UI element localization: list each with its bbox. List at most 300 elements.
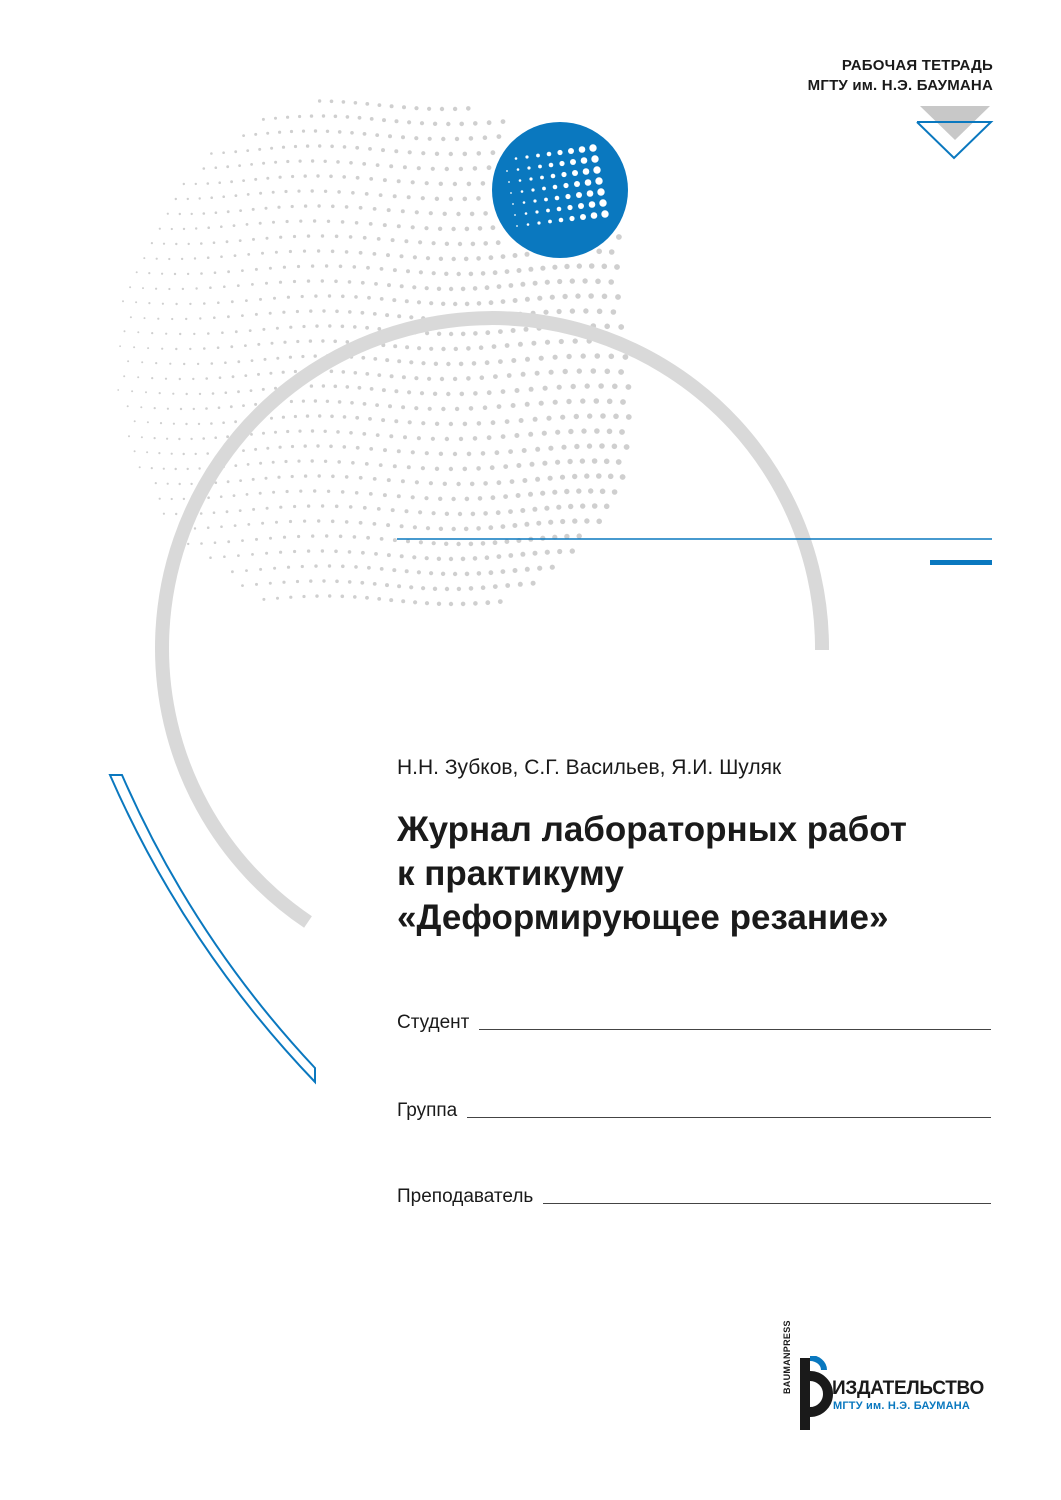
pattern-dot — [574, 444, 579, 449]
pattern-dot — [503, 464, 508, 469]
pattern-dot — [431, 167, 435, 171]
pattern-dot — [414, 406, 418, 410]
pattern-dot — [345, 250, 349, 254]
pattern-dot — [342, 370, 346, 374]
pattern-dot — [233, 224, 236, 227]
pattern-dot — [440, 107, 444, 111]
circle-dot — [557, 207, 562, 212]
pattern-dot — [487, 435, 492, 440]
pattern-dot — [545, 340, 550, 345]
pattern-dot — [298, 430, 301, 433]
pattern-dot — [282, 416, 285, 419]
pattern-dot — [444, 272, 448, 276]
pattern-dot — [438, 227, 442, 231]
pattern-dot — [361, 356, 365, 360]
pattern-dot — [583, 308, 588, 313]
pattern-dot — [516, 463, 521, 468]
pattern-dot — [505, 343, 510, 348]
pattern-dot — [355, 221, 359, 225]
pattern-dot — [496, 510, 501, 515]
pattern-dot — [273, 297, 276, 300]
pattern-dot — [297, 460, 300, 463]
pattern-dot — [213, 316, 216, 319]
pattern-dot — [403, 165, 407, 169]
pattern-dot — [493, 584, 498, 589]
pattern-dot — [407, 390, 411, 394]
pattern-dot — [382, 118, 386, 122]
pattern-dot — [513, 253, 518, 258]
pattern-dot — [286, 160, 289, 163]
pattern-dot — [316, 444, 319, 447]
pattern-dot — [602, 294, 608, 300]
pattern-dot — [133, 346, 135, 348]
pattern-dot — [387, 553, 391, 557]
pattern-dot — [237, 284, 240, 287]
pattern-dot — [505, 583, 510, 588]
pattern-dot — [321, 339, 324, 342]
circle-dot — [551, 174, 556, 179]
pattern-dot — [252, 508, 255, 511]
pattern-dot — [322, 309, 325, 312]
group-line — [467, 1117, 991, 1118]
pattern-dot — [412, 555, 416, 559]
pattern-dot — [345, 205, 349, 209]
pattern-dot — [587, 413, 592, 418]
pattern-dot — [439, 527, 443, 531]
pattern-dot — [435, 467, 439, 471]
circle-dot — [583, 168, 590, 175]
circle-dot — [529, 177, 532, 180]
pattern-dot — [349, 161, 353, 165]
pattern-dot — [270, 417, 273, 420]
pattern-dot — [616, 234, 622, 240]
pattern-dot — [270, 147, 273, 150]
pattern-dot — [473, 286, 478, 291]
pattern-dot — [171, 498, 173, 500]
pattern-dot — [476, 526, 481, 531]
pattern-dot — [321, 279, 324, 282]
pattern-dot — [294, 370, 297, 373]
pattern-dot — [544, 506, 549, 511]
pattern-dot — [388, 134, 392, 138]
pattern-dot — [550, 565, 555, 570]
pattern-dot — [561, 445, 566, 450]
pattern-dot — [297, 535, 300, 538]
pattern-dot — [307, 234, 310, 237]
pattern-dot — [189, 348, 191, 350]
pattern-dot — [602, 264, 608, 270]
pattern-dot — [476, 256, 481, 261]
pattern-dot — [478, 496, 483, 501]
pattern-dot — [374, 282, 378, 286]
pattern-dot — [485, 555, 490, 560]
pattern-dot — [271, 342, 274, 345]
pattern-dot — [570, 278, 575, 283]
pattern-dot — [246, 149, 249, 152]
pattern-dot — [385, 358, 389, 362]
pattern-dot — [318, 99, 321, 102]
pattern-dot — [210, 196, 213, 199]
pattern-dot — [202, 437, 205, 440]
pattern-dot — [192, 378, 194, 380]
pattern-dot — [215, 211, 218, 214]
pattern-dot — [402, 375, 406, 379]
pattern-dot — [449, 152, 453, 156]
pattern-dot — [432, 271, 436, 275]
pattern-dot — [254, 403, 257, 406]
pattern-dot — [437, 557, 441, 561]
pattern-dot — [463, 152, 468, 157]
pattern-dot — [528, 432, 533, 437]
pattern-dot — [244, 374, 247, 377]
circle-dot — [555, 196, 560, 201]
pattern-dot — [226, 165, 229, 168]
pattern-dot — [211, 362, 214, 365]
pattern-dot — [294, 415, 297, 418]
pattern-dot — [190, 483, 192, 485]
pattern-dot — [349, 505, 353, 509]
pattern-dot — [437, 602, 441, 606]
circle-dot — [538, 165, 542, 169]
pattern-dot — [309, 309, 312, 312]
pattern-dot — [252, 208, 255, 211]
pattern-dot — [435, 197, 439, 201]
pattern-dot — [293, 505, 296, 508]
pattern-dot — [251, 359, 254, 362]
circle-dot — [523, 201, 526, 204]
pattern-dot — [501, 389, 506, 394]
pattern-dot — [595, 353, 601, 359]
pattern-dot — [330, 145, 334, 149]
pattern-dot — [525, 297, 530, 302]
pattern-dot — [341, 295, 345, 299]
pattern-dot — [391, 508, 395, 512]
pattern-dot — [289, 250, 292, 253]
pattern-dot — [322, 384, 325, 387]
pattern-dot — [359, 521, 363, 525]
pattern-dot — [314, 129, 317, 132]
pattern-dot — [461, 287, 466, 292]
pattern-dot — [195, 453, 197, 455]
pattern-dot — [331, 475, 335, 479]
pattern-dot — [375, 133, 379, 137]
pattern-dot — [322, 114, 325, 117]
pattern-dot — [498, 599, 503, 604]
pattern-dot — [147, 421, 149, 423]
pattern-dot — [266, 132, 269, 135]
pattern-dot — [241, 269, 244, 272]
circle-dot — [514, 214, 516, 216]
pattern-dot — [250, 389, 253, 392]
pattern-dot — [421, 421, 425, 425]
pattern-dot — [329, 445, 333, 449]
pattern-dot — [341, 565, 345, 569]
pattern-dot — [291, 445, 294, 448]
pattern-dot — [241, 314, 244, 317]
pattern-dot — [200, 542, 203, 545]
pattern-dot — [231, 300, 234, 303]
pattern-dot — [393, 194, 397, 198]
pattern-dot — [134, 450, 136, 452]
pattern-dot — [390, 374, 394, 378]
pattern-dot — [302, 325, 305, 328]
pattern-dot — [497, 134, 502, 139]
pattern-dot — [444, 542, 448, 546]
circle-dot — [508, 181, 510, 183]
pattern-dot — [165, 378, 167, 380]
pattern-dot — [365, 326, 369, 330]
pattern-dot — [418, 240, 422, 244]
pattern-dot — [325, 264, 328, 267]
pattern-dot — [363, 506, 367, 510]
pattern-dot — [513, 298, 518, 303]
pattern-dot — [529, 387, 534, 392]
pattern-dot — [324, 430, 327, 433]
pattern-dot — [279, 236, 282, 239]
pattern-dot — [277, 206, 280, 209]
pattern-dot — [171, 228, 173, 230]
pattern-dot — [497, 284, 502, 289]
pattern-dot — [205, 377, 208, 380]
circle-dot — [517, 168, 520, 171]
pattern-dot — [239, 479, 242, 482]
pattern-dot — [556, 505, 561, 510]
pattern-dot — [496, 240, 501, 245]
pattern-dot — [279, 281, 282, 284]
pattern-dot — [179, 483, 181, 485]
pattern-dot — [511, 358, 516, 363]
pattern-dot — [413, 600, 417, 604]
pattern-dot — [338, 130, 342, 134]
pattern-dot — [513, 568, 518, 573]
pattern-dot — [331, 250, 335, 254]
pattern-dot — [284, 460, 287, 463]
pattern-dot — [356, 446, 360, 450]
pattern-dot — [148, 302, 150, 304]
pattern-dot — [151, 332, 153, 334]
pattern-dot — [334, 280, 338, 284]
pattern-dot — [503, 494, 508, 499]
pattern-dot — [327, 490, 330, 493]
pattern-dot — [461, 557, 466, 562]
pattern-dot — [492, 344, 497, 349]
pattern-dot — [127, 405, 129, 407]
pattern-dot — [279, 446, 282, 449]
pattern-dot — [397, 449, 401, 453]
pattern-dot — [203, 212, 206, 215]
pattern-dot — [473, 121, 478, 126]
pattern-dot — [183, 183, 185, 185]
pattern-dot — [355, 491, 359, 495]
pattern-dot — [373, 252, 377, 256]
pattern-dot — [130, 316, 132, 318]
pattern-dot — [426, 526, 430, 530]
pattern-dot — [297, 265, 300, 268]
pattern-dot — [524, 522, 529, 527]
pattern-dot — [465, 497, 470, 502]
pattern-dot — [134, 420, 136, 422]
pattern-dot — [307, 549, 310, 552]
pattern-dot — [242, 179, 245, 182]
pattern-dot — [463, 467, 468, 472]
pattern-dot — [479, 345, 484, 350]
circle-dot — [557, 150, 562, 155]
pattern-dot — [441, 137, 445, 141]
pattern-dot — [373, 582, 377, 586]
pattern-dot — [283, 536, 286, 539]
pattern-dot — [421, 466, 425, 470]
pattern-dot — [262, 598, 265, 601]
pattern-dot — [178, 438, 180, 440]
pattern-dot — [358, 386, 362, 390]
pattern-dot — [365, 596, 369, 600]
pattern-dot — [293, 550, 296, 553]
pattern-dot — [518, 582, 523, 587]
pattern-dot — [210, 152, 213, 155]
pattern-dot — [205, 407, 208, 410]
circle-dot — [519, 179, 522, 182]
pattern-dot — [180, 408, 182, 410]
pattern-dot — [294, 145, 297, 148]
circle-dot — [601, 210, 608, 217]
pattern-dot — [160, 422, 162, 424]
pattern-dot — [276, 357, 279, 360]
pattern-dot — [441, 572, 445, 576]
pattern-dot — [326, 400, 329, 403]
pattern-dot — [151, 467, 153, 469]
pattern-dot — [404, 239, 408, 243]
pattern-dot — [549, 370, 554, 375]
pattern-dot — [361, 281, 365, 285]
pattern-dot — [406, 539, 410, 543]
pattern-dot — [235, 194, 238, 197]
pattern-dot — [154, 407, 156, 409]
pattern-dot — [498, 329, 503, 334]
pattern-dot — [555, 430, 560, 435]
pattern-dot — [142, 287, 144, 289]
pattern-dot — [175, 198, 177, 200]
pattern-dot — [491, 495, 496, 500]
pattern-dot — [252, 238, 255, 241]
pattern-dot — [581, 428, 586, 433]
pattern-dot — [131, 390, 133, 392]
pattern-dot — [545, 550, 550, 555]
pattern-dot — [311, 159, 314, 162]
pattern-dot — [432, 241, 436, 245]
pattern-dot — [302, 130, 305, 133]
pattern-dot — [175, 303, 177, 305]
pattern-dot — [207, 256, 210, 259]
pattern-dot — [291, 475, 294, 478]
pattern-dot — [168, 258, 170, 260]
pattern-dot — [314, 564, 317, 567]
pattern-dot — [163, 513, 165, 515]
pattern-dot — [137, 376, 139, 378]
pattern-dot — [380, 267, 384, 271]
pattern-dot — [469, 542, 474, 547]
pattern-dot — [169, 363, 171, 365]
pattern-dot — [607, 399, 613, 405]
pattern-dot — [411, 225, 415, 229]
pattern-dot — [314, 354, 317, 357]
pattern-dot — [495, 450, 500, 455]
pattern-dot — [265, 552, 268, 555]
pattern-dot — [351, 191, 355, 195]
pattern-dot — [123, 375, 125, 377]
pattern-dot — [325, 534, 328, 537]
pattern-dot — [559, 339, 564, 344]
pattern-dot — [473, 601, 478, 606]
pattern-dot — [351, 461, 355, 465]
pattern-dot — [365, 192, 369, 196]
pattern-dot — [377, 237, 381, 241]
pattern-dot — [370, 117, 374, 121]
pattern-dot — [242, 449, 245, 452]
pattern-dot — [239, 239, 242, 242]
pattern-dot — [369, 177, 373, 181]
pattern-dot — [124, 330, 126, 332]
pattern-dot — [156, 258, 158, 260]
pattern-dot — [339, 265, 343, 269]
circle-dot — [548, 220, 552, 224]
circle-dot — [576, 192, 582, 198]
pattern-dot — [574, 414, 579, 419]
pattern-dot — [183, 453, 185, 455]
pattern-dot — [405, 569, 409, 573]
pattern-dot — [425, 451, 429, 455]
pattern-dot — [234, 524, 237, 527]
pattern-dot — [570, 308, 575, 313]
pattern-dot — [477, 421, 482, 426]
pattern-dot — [600, 489, 606, 495]
pattern-dot — [524, 327, 529, 332]
pattern-dot — [453, 182, 457, 186]
pattern-dot — [200, 242, 203, 245]
pattern-dot — [187, 543, 189, 545]
pattern-dot — [207, 526, 210, 529]
pattern-dot — [259, 222, 262, 225]
pattern-dot — [383, 448, 387, 452]
pattern-dot — [233, 494, 236, 497]
pattern-dot — [223, 555, 226, 558]
pattern-dot — [483, 511, 488, 516]
pattern-dot — [165, 333, 167, 335]
pattern-dot — [354, 295, 358, 299]
pattern-dot — [481, 451, 486, 456]
pattern-dot — [522, 448, 527, 453]
pattern-dot — [581, 353, 586, 358]
pattern-dot — [584, 473, 589, 478]
pattern-dot — [453, 302, 457, 306]
pattern-dot — [473, 166, 478, 171]
pattern-dot — [473, 556, 478, 561]
pattern-dot — [307, 504, 310, 507]
pattern-dot — [255, 538, 258, 541]
pattern-dot — [592, 503, 598, 509]
pattern-dot — [255, 268, 258, 271]
pattern-dot — [466, 346, 471, 351]
pattern-dot — [318, 144, 321, 147]
pattern-dot — [272, 491, 275, 494]
pattern-dot — [530, 462, 535, 467]
pattern-dot — [227, 315, 230, 318]
pattern-dot — [313, 219, 316, 222]
pattern-dot — [342, 100, 346, 104]
pattern-dot — [539, 401, 544, 406]
pattern-dot — [195, 227, 197, 229]
pattern-dot — [175, 348, 177, 350]
pattern-dot — [414, 106, 418, 110]
